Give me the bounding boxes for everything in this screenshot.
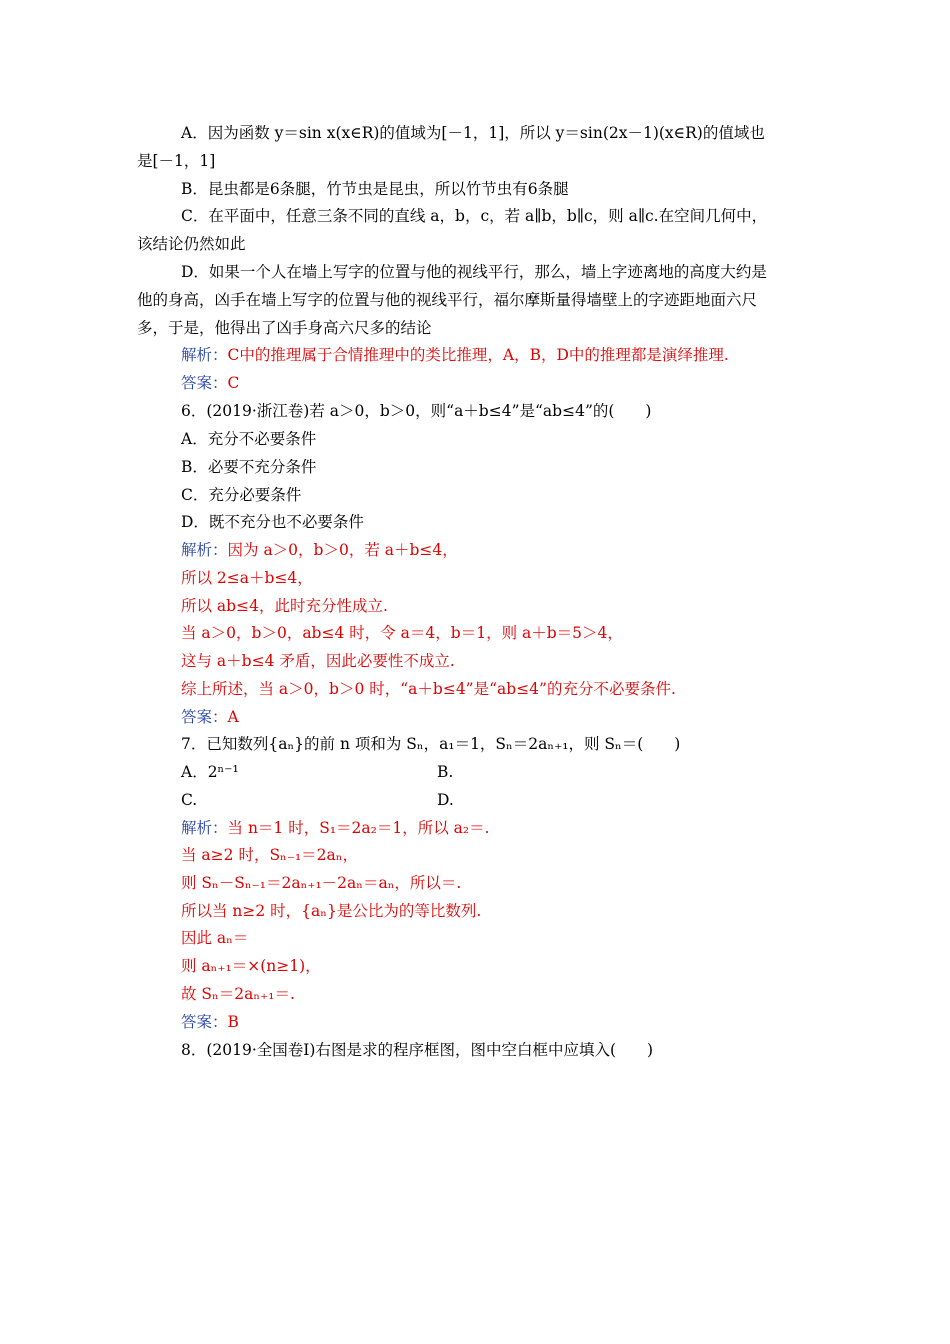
q6-analysis-line5: 这与 a＋b≤4 矛盾，因此必要性不成立. xyxy=(181,652,455,670)
q5-option-d-line3: 多，于是，他得出了凶手身高六尺多的结论 xyxy=(137,319,432,337)
q5-option-d-line1: D．如果一个人在墙上写字的位置与他的视线平行，那么，墙上字迹离地的高度大约是 xyxy=(181,263,767,281)
analysis-label: 解析： xyxy=(181,541,228,559)
q7-analysis-line6: 则 aₙ₊₁＝×(n≥1)， xyxy=(181,957,321,975)
q6-option-c: C．充分必要条件 xyxy=(181,486,302,504)
q7-option-d: D. xyxy=(437,791,454,809)
analysis-text: C中的推理属于合情推理中的类比推理，A，B，D中的推理都是演绎推理. xyxy=(227,346,729,364)
q6-analysis-line4: 当 a＞0，b＞0，ab≤4 时，令 a＝4，b＝1，则 a＋b＝5＞4， xyxy=(181,624,623,642)
q7-option-c: C. xyxy=(181,791,198,809)
q6-analysis-line2: 所以 2≤a＋b≤4， xyxy=(181,569,313,587)
q7-analysis-line1 xyxy=(181,818,490,838)
q5-option-a-line2: 是[－1，1] xyxy=(137,152,216,170)
q5-option-b: B．昆虫都是6条腿，竹节虫是昆虫，所以竹节虫有6条腿 xyxy=(181,180,569,198)
q6-analysis-line3: 所以 ab≤4，此时充分性成立. xyxy=(181,597,388,615)
answer-value: A xyxy=(227,708,239,726)
q6-option-a: A．充分不必要条件 xyxy=(181,430,317,448)
q7-option-b: B. xyxy=(437,763,454,781)
q6-analysis-line1 xyxy=(181,540,458,560)
q7-analysis-line3: 则 Sₙ－Sₙ₋₁＝2aₙ₊₁－2aₙ＝aₙ，所以＝. xyxy=(181,874,462,892)
q6-option-d: D．既不充分也不必要条件 xyxy=(181,513,364,531)
q5-option-c-line1: C．在平面中，任意三条不同的直线 a，b，c，若 a∥b，b∥c，则 a∥c.在空间几何中， xyxy=(181,207,768,225)
analysis-label: 解析： xyxy=(181,819,228,837)
q6-analysis-line6: 综上所述，当 a＞0，b＞0 时，“a＋b≤4”是“ab≤4”的充分不必要条件. xyxy=(181,680,676,698)
analysis-label: 解析： xyxy=(181,346,228,364)
q7-analysis-line7: 故 Sₙ＝2aₙ₊₁＝. xyxy=(181,985,295,1003)
answer-label: 答案： xyxy=(181,1013,228,1031)
q7-answer xyxy=(181,1012,239,1032)
q7-analysis-line4: 所以当 n≥2 时，{aₙ}是公比为的等比数列. xyxy=(181,902,482,920)
q7-analysis-line2: 当 a≥2 时，Sₙ₋₁＝2aₙ， xyxy=(181,846,358,864)
q5-option-d-line2: 他的身高，凶手在墙上写字的位置与他的视线平行，福尔摩斯量得墙壁上的字迹距地面六尺 xyxy=(137,291,758,309)
q5-analysis xyxy=(181,345,729,365)
answer-label: 答案： xyxy=(181,374,228,392)
analysis-text: 因为 a＞0，b＞0，若 a＋b≤4， xyxy=(227,541,458,559)
answer-value: B xyxy=(227,1013,239,1031)
answer-label: 答案： xyxy=(181,708,228,726)
q7-analysis-line5: 因此 aₙ＝ xyxy=(181,929,249,947)
analysis-text: 当 n＝1 时，S₁＝2a₂＝1，所以 a₂＝. xyxy=(227,819,490,837)
q6-answer xyxy=(181,707,239,727)
q5-option-a-line1: A．因为函数 y＝sin x(x∈R)的值域为[－1，1]，所以 y＝sin(2x－1)(x∈R)的值域也 xyxy=(181,124,765,142)
q8-stem: 8．(2019·全国卷Ⅰ)右图是求的程序框图，图中空白框中应填入( ) xyxy=(181,1041,654,1059)
q6-stem: 6．(2019·浙江卷)若 a＞0，b＞0，则“a＋b≤4”是“ab≤4”的( ) xyxy=(181,402,652,420)
q5-answer xyxy=(181,373,239,393)
q6-option-b: B．必要不充分条件 xyxy=(181,458,317,476)
q7-stem: 7．已知数列{aₙ}的前 n 项和为 Sₙ，a₁＝1，Sₙ＝2aₙ₊₁，则 Sₙ＝( ) xyxy=(181,735,681,753)
q5-option-c-line2: 该结论仍然如此 xyxy=(137,235,246,253)
q7-option-a: A．2ⁿ⁻¹ xyxy=(181,763,239,781)
answer-value: C xyxy=(227,374,240,392)
